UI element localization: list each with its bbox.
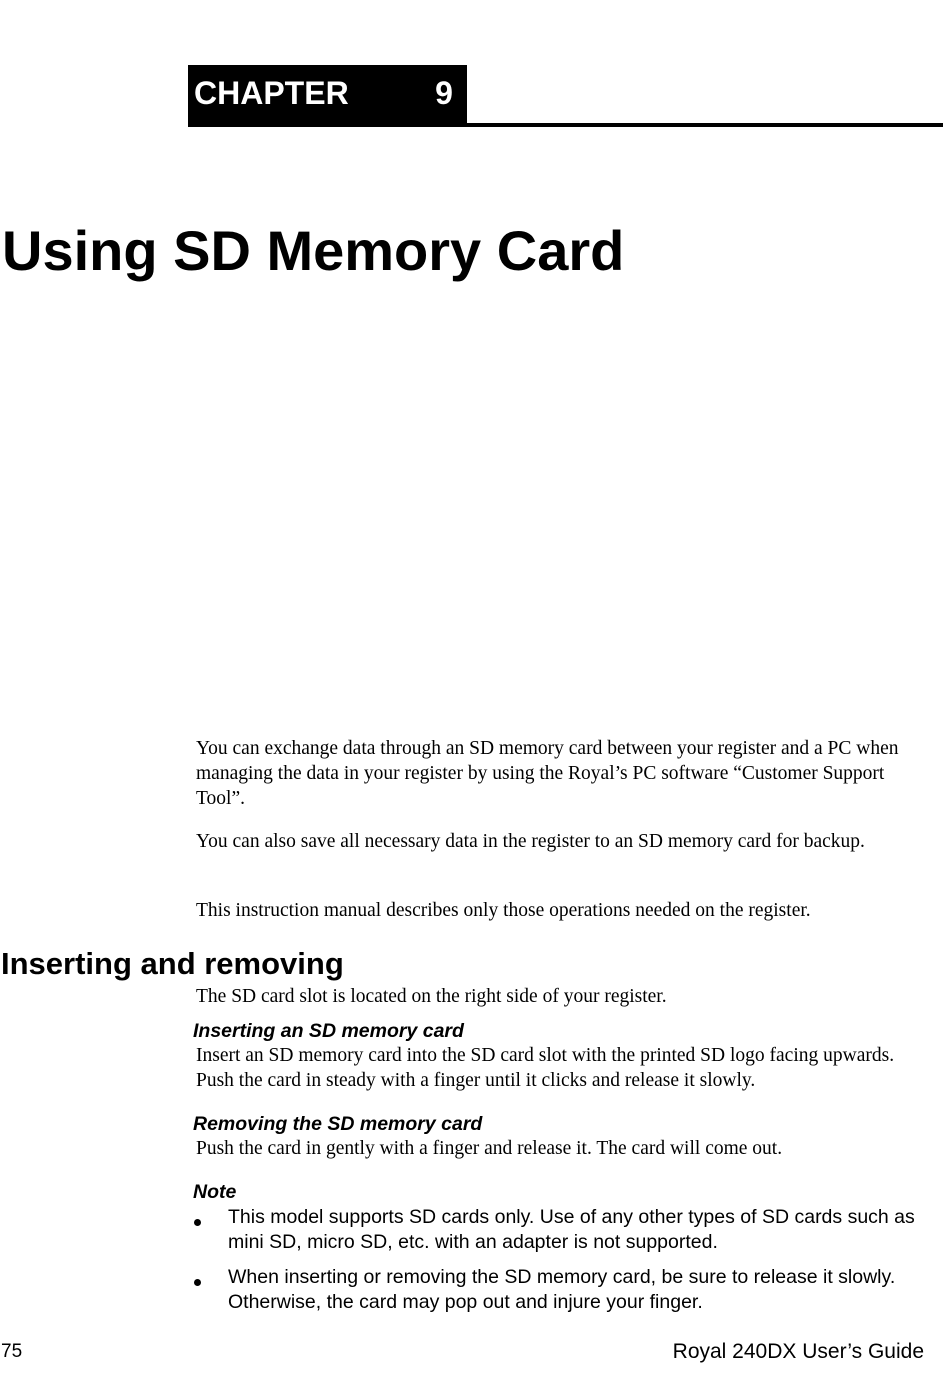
intro-paragraph-1: You can exchange data through an SD memory card between your register and a PC when managing the data in your register by using the Royal’s PC software “Customer Support Tool”. — [196, 738, 899, 809]
page-number: 75 — [1, 1341, 23, 1362]
page-title: Using SD Memory Card — [2, 219, 625, 282]
chapter-number: 9 — [435, 75, 453, 111]
inserting-text: Insert an SD memory card into the SD card slot with the printed SD logo facing upwards. Push the card in steady with a finger until it clicks and release it slowly. — [196, 1045, 895, 1091]
bullet-dot-icon — [194, 1279, 201, 1286]
section-heading: Inserting and removing — [1, 946, 344, 981]
note-item-1: This model supports SD cards only. Use of any other types of SD cards such as mini SD, micro SD, etc. with an adapter is not supported. — [228, 1206, 915, 1253]
bullet-dot-icon — [194, 1219, 201, 1226]
inserting-heading: Inserting an SD memory card — [193, 1020, 464, 1042]
removing-text: Push the card in gently with a finger and release it. The card will come out. — [196, 1138, 783, 1159]
chapter-label: CHAPTER — [194, 75, 349, 111]
removing-heading: Removing the SD memory card — [193, 1113, 483, 1135]
guide-title: Royal 240DX User’s Guide — [672, 1340, 924, 1363]
section-text: The SD card slot is located on the right side of your register. — [196, 986, 667, 1007]
intro-paragraph-2: You can also save all necessary data in the register to an SD memory card for backup. — [196, 831, 865, 852]
note-item-2: When inserting or removing the SD memory card, be sure to release it slowly. Otherwise, the card may pop out and injure your finger. — [228, 1266, 896, 1313]
intro-paragraph-3: This instruction manual describes only those operations needed on the register. — [196, 900, 811, 921]
chapter-rule — [188, 123, 943, 127]
note-heading: Note — [193, 1181, 237, 1203]
